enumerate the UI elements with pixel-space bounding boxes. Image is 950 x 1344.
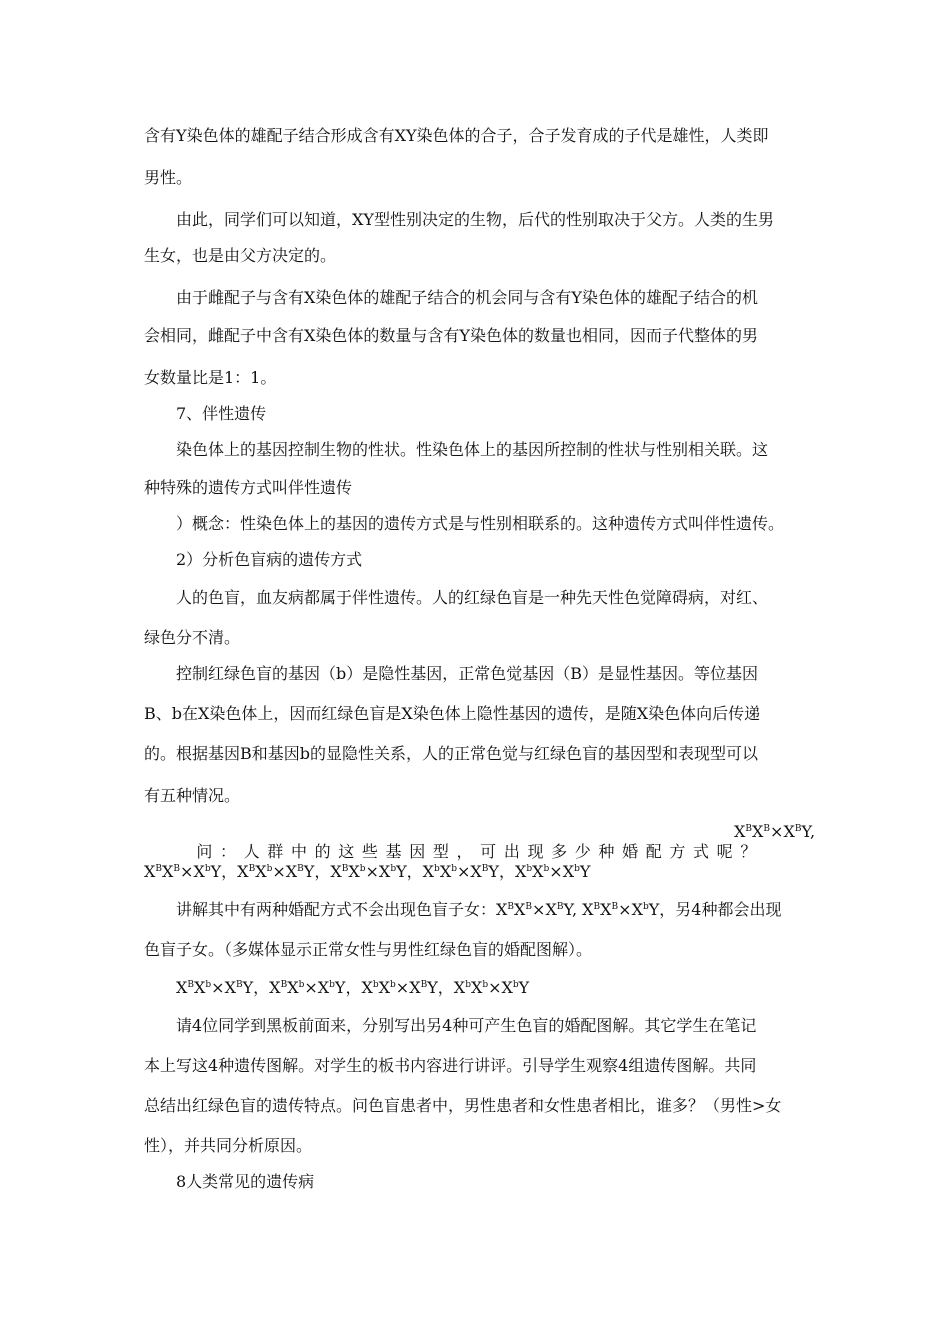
paragraph-line: 染色体上的基因控制生物的性状。性染色体上的基因所控制的性状与性别相关联。这 [176,440,769,459]
paragraph-line: 含有Y染色体的雄配子结合形成含有XY染色体的合子，合子发育成的子代是雄性，人类即 [144,126,769,145]
paragraph-line: 种特殊的遗传方式叫伴性遗传 [144,478,353,497]
paragraph-line: 女数量比是1：1。 [144,368,277,387]
paragraph-line: 有五种情况。 [144,786,241,805]
paragraph-line: 色盲子女。（多媒体显示正常女性与男性红绿色盲的婚配图解）。 [144,940,593,959]
paragraph-line: 绿色分不清。 [144,628,241,647]
genotype-cross: $X^BX^B\times X^BY$, [734,822,821,841]
paragraph-line: 本上写这4种遗传图解。对学生的板书内容进行讲评。引导学生观察4组遗传图解。共同 [144,1056,757,1075]
paragraph-line: 控制红绿色盲的基因（b）是隐性基因，正常色觉基因（B）是显性基因。等位基因 [176,664,759,683]
paragraph-line: 2）分析色盲病的遗传方式 [176,550,363,569]
paragraph-line: 人的色盲，血友病都属于伴性遗传。人的红绿色盲是一种先天性色觉障碍病，对红、 [176,588,769,607]
paragraph-line: 总结出红绿色盲的遗传特点。问色盲患者中，男性患者和女性患者相比，谁多？（男性>女 [144,1096,782,1115]
paragraph-line: B、b在X染色体上，因而红绿色盲是X染色体上隐性基因的遗传，是随X染色体向后传递 [144,704,761,723]
genotype-cross-list: $X^BX^B\times X^bY$，$X^BX^b\times X^BY$，$X^BX^b\times X^bY$，$X^bX^b\times X^BY$，$X^bX^b\times X^bY$ [144,862,591,881]
section-heading-7: 7、伴性遗传 [176,404,267,423]
paragraph-line: 会相同，雌配子中含有X染色体的数量与含有Y染色体的数量也相同，因而子代整体的男 [144,326,758,345]
paragraph-line: 生女，也是由父方决定的。 [144,246,337,265]
paragraph-line: 性），并共同分析原因。 [144,1136,313,1155]
paragraph-line: 由此，同学们可以知道，XY型性别决定的生物，后代的性别取决于父方。人类的生男 [176,210,774,229]
paragraph-line: ）概念：性染色体上的基因的遗传方式是与性别相联系的。这种遗传方式叫伴性遗传。 [176,514,785,533]
paragraph-line: 男性。 [144,168,193,187]
section-heading-8: 8人类常见的遗传病 [176,1172,315,1191]
genotype-cross-list: $X^BX^b\times X^BY$，$X^BX^b\times X^bY$，$X^bX^b\times X^BY$，$X^bX^b\times X^bY$ [176,978,530,997]
question-text: 问：人群中的这些基因型，可出现多少种婚配方式呢？ [196,842,757,861]
paragraph-line: 由于雌配子与含有X染色体的雄配子结合的机会同与含有Y染色体的雄配子结合的机 [176,288,758,307]
paragraph-line: 请4位同学到黑板前面来，分别写出另4种可产生色盲的婚配图解。其它学生在笔记 [176,1016,757,1035]
paragraph-line: 的。根据基因B和基因b的显隐性关系，人的正常色觉与红绿色盲的基因型和表现型可以 [144,744,759,763]
explanation-text: 讲解其中有两种婚配方式不会出现色盲子女：$X^BX^B\times X^BY$, $X^BX^B\times X^bY$，另4种都会出现 [176,900,782,919]
